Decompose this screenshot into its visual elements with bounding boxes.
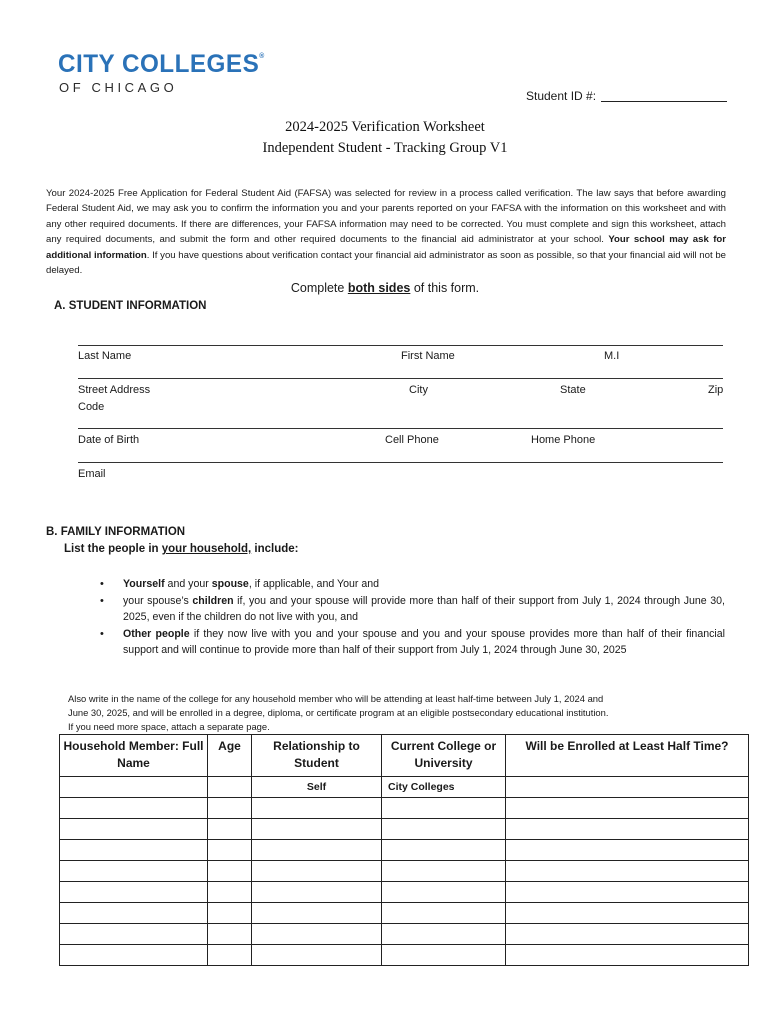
header-relationship: Relationship to Student [252, 735, 382, 777]
table-row[interactable] [60, 882, 749, 903]
worksheet-subtitle: Independent Student - Tracking Group V1 [262, 140, 508, 156]
table-row[interactable] [60, 945, 749, 966]
street-address-label: Street Address [78, 384, 151, 396]
table-row[interactable] [60, 924, 749, 945]
worksheet-title: 2024-2025 Verification Worksheet [285, 119, 485, 135]
table-row[interactable] [60, 819, 749, 840]
email-line[interactable] [78, 462, 723, 463]
table-row [60, 777, 749, 798]
last-name-label: Last Name [78, 350, 132, 362]
section-b-heading: B. FAMILY INFORMATION [46, 526, 186, 538]
header-age: Age [208, 735, 252, 777]
home-phone-label: Home Phone [531, 434, 596, 446]
student-id-blank[interactable] [601, 89, 727, 102]
email-label: Email [78, 468, 106, 480]
header-college: Current College or University [382, 735, 506, 777]
complete-both-sides: Complete both sides of this form. [290, 281, 480, 295]
member-cell[interactable] [60, 777, 208, 798]
student-id-label: Student ID #: [526, 89, 597, 103]
zip-label: Zip [708, 384, 724, 396]
cell-phone-label: Cell Phone [385, 434, 439, 446]
list-item: • Yourself and your spouse, if applicable, and Your and [100, 578, 379, 590]
age-cell[interactable] [208, 777, 252, 798]
household-table [59, 734, 749, 966]
first-name-label: First Name [401, 350, 455, 362]
household-bullets [100, 576, 725, 659]
household-note: Also write in the name of the college for any household member who will be attending at least half-time between July 1, 2024 and June 30, 2025, and will be enrolled in a degree, diploma, or certificate program at an eligible postsecondary educational institution. If you need more space, attach a separate page. [68, 693, 609, 733]
logo-of-chicago: OF CHICAGO [59, 80, 178, 95]
section-a-heading: A. STUDENT INFORMATION [54, 300, 207, 312]
dob-label: Date of Birth [78, 434, 140, 446]
student-id-field[interactable] [526, 89, 727, 103]
list-item: • Other people if they now live with you and your spouse and you and your spouse provides more than half of their financial support and will continue to provide more than half of their support from July 1, 2024 through June 30, 2025 [100, 627, 725, 656]
header-member: Household Member: Full Name [60, 735, 208, 777]
mi-label: M.I [604, 350, 620, 362]
city-label: City [409, 384, 428, 396]
header-half-time: Will be Enrolled at Least Half Time? [506, 735, 749, 777]
table-row[interactable] [60, 903, 749, 924]
contact-line[interactable] [78, 428, 723, 429]
intro-paragraph: Your 2024-2025 Free Application for Federal Student Aid (FAFSA) was selected for review in a process called verification. The law says that before awarding Federal Student Aid, we may ask you to confirm the information you and your parents reported on your FAFSA with the information on this worksheet and with any other required documents. If there are differences, your FAFSA information may need to be corrected. You must complete and sign this worksheet, attach any required documents, and submit the form and other required documents to the financial aid administrator at your school. Your school may ask for additional information. If you have questions about verification contact your financial aid administrator as soon as possible, so that your financial aid will not be delayed. [46, 188, 726, 277]
state-label: State [560, 384, 586, 396]
address-line[interactable] [78, 378, 723, 379]
code-label: Code [78, 401, 105, 413]
section-b-subheading: List the people in your household, include: [64, 543, 299, 555]
list-item: • your spouse’s children if, you and your spouse will provide more than half of their support from July 1, 2024 through June 30, 2025, even if the children do not live with you, and [100, 594, 725, 623]
name-line[interactable] [78, 345, 723, 346]
relationship-cell: Self [252, 777, 382, 798]
logo-city-colleges: CITY COLLEGES® [58, 50, 265, 78]
half-time-cell[interactable] [506, 777, 749, 798]
table-row[interactable] [60, 840, 749, 861]
college-cell: City Colleges [382, 777, 506, 798]
table-row[interactable] [60, 861, 749, 882]
table-row[interactable] [60, 798, 749, 819]
